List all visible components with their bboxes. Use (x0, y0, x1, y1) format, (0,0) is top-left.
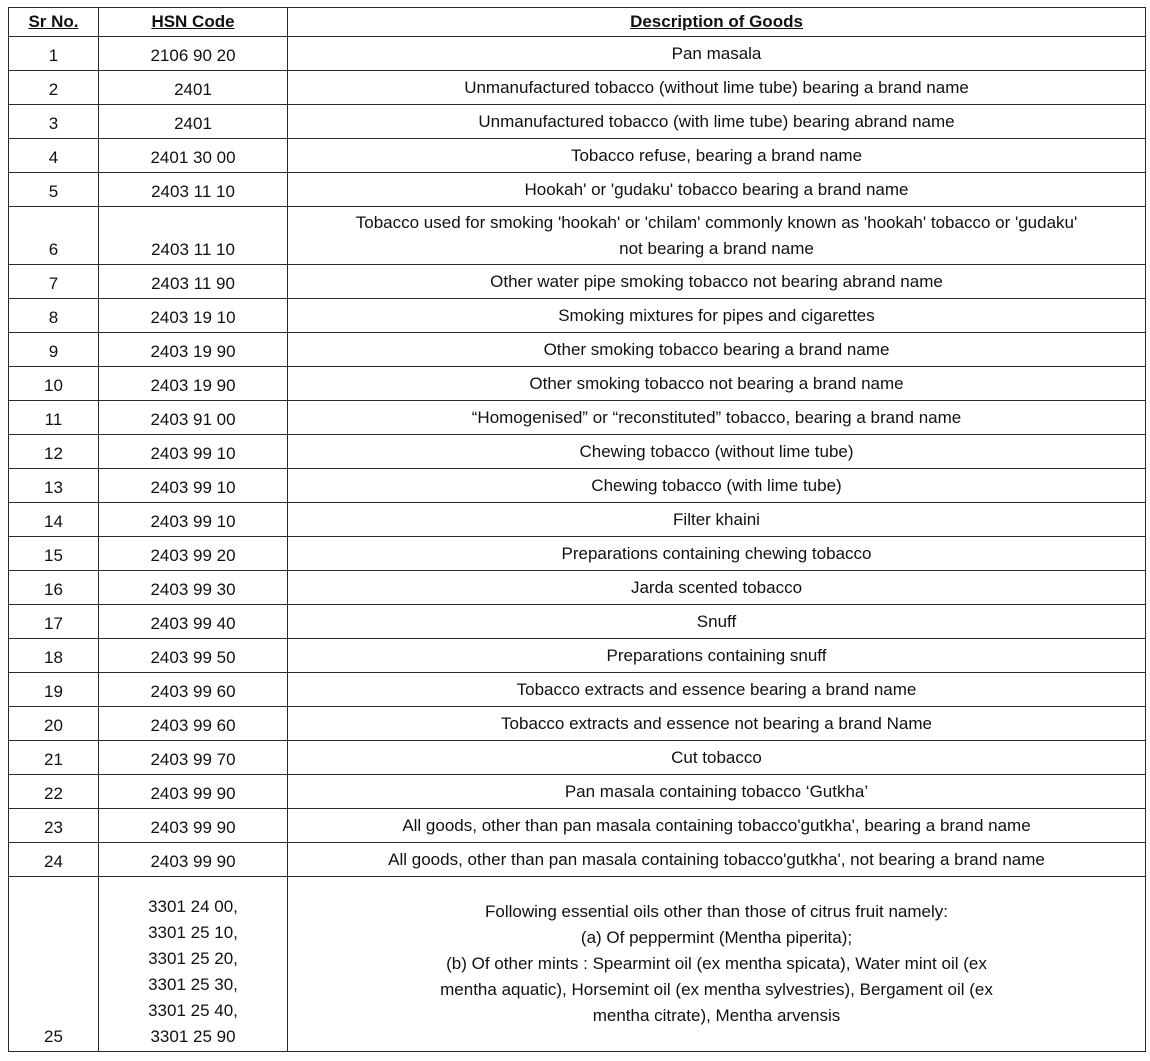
hsn-code-cell: 2403 11 90 (99, 265, 288, 299)
sr-no-cell: 10 (9, 367, 99, 401)
sr-no-cell: 8 (9, 299, 99, 333)
description-cell: Unmanufactured tobacco (without lime tube) bearing a brand name (288, 71, 1146, 105)
table-row (9, 139, 1146, 173)
hsn-code-cell: 2403 99 20 (99, 537, 288, 571)
hsn-code-cell: 2403 19 90 (99, 333, 288, 367)
description-line: (b) Of other mints : Spearmint oil (ex mentha spicata), Water mint oil (ex (446, 954, 987, 973)
description-cell: Other smoking tobacco bearing a brand name (288, 333, 1146, 367)
hsn-code-cell: 2106 90 20 (99, 37, 288, 71)
sr-no-cell: 25 (9, 877, 99, 1052)
table-row (9, 37, 1146, 71)
hsn-code-cell: 2403 11 10 (99, 173, 288, 207)
description-cell: Tobacco refuse, bearing a brand name (288, 139, 1146, 173)
sr-no-cell: 13 (9, 469, 99, 503)
table-row (9, 71, 1146, 105)
description-cell: Cut tobacco (288, 741, 1146, 775)
table-row (9, 571, 1146, 605)
hsn-code-cell: 2403 99 70 (99, 741, 288, 775)
description-line: not bearing a brand name (619, 238, 814, 258)
hsn-code-line: 3301 24 00, (148, 897, 238, 916)
description-cell: Pan masala containing tobacco ‘Gutkha’ (288, 775, 1146, 809)
hsn-code-cell: 2401 30 00 (99, 139, 288, 173)
table-row (9, 333, 1146, 367)
sr-no-cell: 23 (9, 809, 99, 843)
header-sr-no: Sr No. (9, 8, 99, 37)
table-row (9, 639, 1146, 673)
table-row (9, 401, 1146, 435)
table-row (9, 503, 1146, 537)
description-cell: Other water pipe smoking tobacco not bearing abrand name (288, 265, 1146, 299)
sr-no-cell: 15 (9, 537, 99, 571)
sr-no-cell: 5 (9, 173, 99, 207)
sr-no-cell: 6 (9, 207, 99, 265)
table-row (9, 367, 1146, 401)
sr-no-cell: 7 (9, 265, 99, 299)
table-row (9, 173, 1146, 207)
sr-no-cell: 14 (9, 503, 99, 537)
table-row (9, 105, 1146, 139)
hsn-code-cell: 2403 99 60 (99, 707, 288, 741)
hsn-code-cell: 2403 91 00 (99, 401, 288, 435)
description-cell: All goods, other than pan masala containing tobacco'gutkha', not bearing a brand name (288, 843, 1146, 877)
table-row (9, 843, 1146, 877)
description-cell (288, 207, 1146, 265)
hsn-code-cell: 2403 99 30 (99, 571, 288, 605)
sr-no-cell: 1 (9, 37, 99, 71)
sr-no-cell: 12 (9, 435, 99, 469)
description-line: Tobacco used for smoking 'hookah' or 'chilam' commonly known as 'hookah' tobacco or 'gudaku' (355, 212, 1078, 232)
description-cell (288, 877, 1146, 1052)
hsn-code-cell: 2403 99 90 (99, 809, 288, 843)
hsn-code-cell: 2403 99 10 (99, 469, 288, 503)
table-row (9, 299, 1146, 333)
hsn-goods-table (8, 7, 1146, 1052)
table-body (9, 37, 1146, 1052)
hsn-code-cell: 2403 99 10 (99, 435, 288, 469)
table-row (9, 537, 1146, 571)
sr-no-cell: 9 (9, 333, 99, 367)
sr-no-cell: 19 (9, 673, 99, 707)
description-cell: Pan masala (288, 37, 1146, 71)
sr-no-cell: 22 (9, 775, 99, 809)
table-header-row (9, 8, 1146, 37)
header-hsn-code: HSN Code (99, 8, 288, 37)
header-description: Description of Goods (288, 8, 1146, 37)
description-cell: Smoking mixtures for pipes and cigarettes (288, 299, 1146, 333)
description-cell: Tobacco extracts and essence not bearing a brand Name (288, 707, 1146, 741)
description-cell: Tobacco extracts and essence bearing a brand name (288, 673, 1146, 707)
sr-no-cell: 20 (9, 707, 99, 741)
description-cell: “Homogenised” or “reconstituted” tobacco, bearing a brand name (288, 401, 1146, 435)
table-row (9, 877, 1146, 1052)
hsn-code-cell: 2403 19 10 (99, 299, 288, 333)
table-row (9, 435, 1146, 469)
hsn-code-cell: 2403 11 10 (99, 207, 288, 265)
table-row (9, 469, 1146, 503)
sr-no-cell: 24 (9, 843, 99, 877)
sr-no-cell: 3 (9, 105, 99, 139)
table-row (9, 673, 1146, 707)
sr-no-cell: 11 (9, 401, 99, 435)
table-row (9, 741, 1146, 775)
description-line: mentha citrate), Mentha arvensis (592, 1006, 841, 1025)
description-line: Following essential oils other than those of citrus fruit namely: (484, 902, 948, 921)
description-cell: Filter khaini (288, 503, 1146, 537)
sr-no-cell: 2 (9, 71, 99, 105)
hsn-code-line: 3301 25 10, (148, 923, 238, 942)
hsn-code-cell: 2403 99 60 (99, 673, 288, 707)
sr-no-cell: 17 (9, 605, 99, 639)
hsn-code-cell (99, 877, 288, 1052)
description-line: mentha aquatic), Horsemint oil (ex mentha sylvestries), Bergament oil (ex (440, 980, 993, 999)
hsn-code-cell: 2403 19 90 (99, 367, 288, 401)
hsn-code-cell: 2401 (99, 105, 288, 139)
sr-no-cell: 21 (9, 741, 99, 775)
hsn-code-line: 3301 25 90 (150, 1027, 236, 1046)
table-row (9, 605, 1146, 639)
table-row (9, 265, 1146, 299)
sr-no-cell: 4 (9, 139, 99, 173)
hsn-code-cell: 2403 99 10 (99, 503, 288, 537)
description-cell: Preparations containing snuff (288, 639, 1146, 673)
description-line: (a) Of peppermint (Mentha piperita); (580, 928, 853, 947)
description-cell: Chewing tobacco (with lime tube) (288, 469, 1146, 503)
hsn-code-line: 3301 25 40, (148, 1001, 238, 1020)
hsn-code-cell: 2403 99 90 (99, 843, 288, 877)
hsn-code-cell: 2403 99 90 (99, 775, 288, 809)
description-cell: Preparations containing chewing tobacco (288, 537, 1146, 571)
description-cell: Chewing tobacco (without lime tube) (288, 435, 1146, 469)
table-row (9, 775, 1146, 809)
hsn-code-line: 3301 25 30, (148, 975, 238, 994)
description-cell: Jarda scented tobacco (288, 571, 1146, 605)
sr-no-cell: 18 (9, 639, 99, 673)
hsn-code-line: 3301 25 20, (148, 949, 238, 968)
description-cell: Snuff (288, 605, 1146, 639)
hsn-code-cell: 2403 99 40 (99, 605, 288, 639)
table-row (9, 707, 1146, 741)
description-cell: Other smoking tobacco not bearing a brand name (288, 367, 1146, 401)
description-cell: Hookah' or 'gudaku' tobacco bearing a brand name (288, 173, 1146, 207)
hsn-code-cell: 2403 99 50 (99, 639, 288, 673)
table-row (9, 207, 1146, 265)
hsn-code-cell: 2401 (99, 71, 288, 105)
description-cell: Unmanufactured tobacco (with lime tube) bearing abrand name (288, 105, 1146, 139)
table-row (9, 809, 1146, 843)
description-cell: All goods, other than pan masala containing tobacco'gutkha', bearing a brand name (288, 809, 1146, 843)
sr-no-cell: 16 (9, 571, 99, 605)
